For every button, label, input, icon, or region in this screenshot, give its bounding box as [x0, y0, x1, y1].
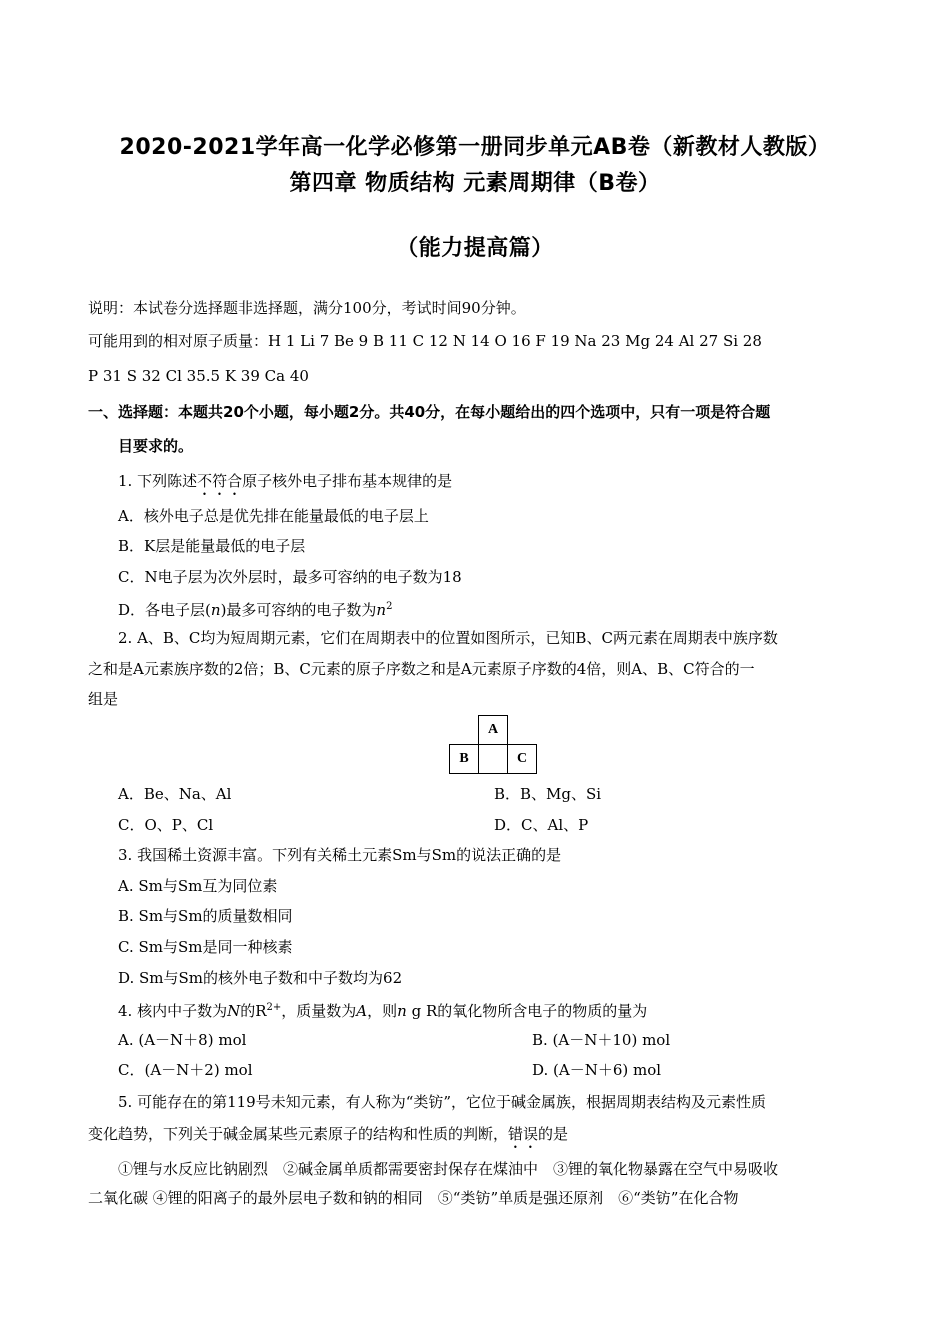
question-3-stem: 3. 我国稀土资源丰富。下列有关稀土元素Sm与Sm的说法正确的是 [118, 846, 562, 864]
cell-empty [478, 744, 508, 774]
question-5-stem-line-2: 变化趋势，下列关于碱金属某些元素原子的结构和性质的判断，错误的是 [88, 1125, 569, 1143]
question-5-statements-line-1: ①锂与水反应比钠剧烈 ②碱金属单质都需要密封保存在煤油中 ③锂的氧化物暴露在空气中易吸收 [118, 1160, 779, 1178]
cell-b: B [449, 744, 479, 774]
cell-a: A [478, 715, 508, 745]
question-1-option-c: C．N电子层为次外层时，最多可容纳的电子数为18 [118, 568, 462, 586]
question-2-option-b: B．B、Mg、Si [494, 785, 602, 803]
section-heading-cont: 目要求的。 [118, 437, 194, 455]
document-title: 2020-2021学年高一化学必修第一册同步单元AB卷（新教材人教版） [119, 135, 831, 160]
question-3-option-b: B. Sm与Sm的质量数相同 [118, 907, 293, 925]
question-2-option-c: C．O、P、Cl [118, 816, 214, 834]
question-1-option-d: D．各电子层(n)最多可容纳的电子数为$n^2$ [118, 601, 393, 619]
question-4-option-b: B. (A－N＋10) mol [532, 1031, 671, 1049]
question-4-option-a: A. (A－N＋8) mol [118, 1031, 247, 1049]
question-2-stem-line-3: 组是 [88, 690, 119, 708]
exam-note: 说明：本试卷分选择题非选择题，满分100分，考试时间90分钟。 [88, 299, 526, 317]
question-3-option-c: C. Sm与Sm是同一种核素 [118, 938, 293, 956]
question-4-option-c: C．(A－N＋2) mol [118, 1061, 253, 1079]
periodic-table-figure [449, 715, 536, 773]
atomic-masses-line-2: P 31 S 32 Cl 35.5 K 39 Ca 40 [88, 367, 309, 385]
question-4-option-d: D. (A－N＋6) mol [532, 1061, 662, 1079]
question-1-stem: 1. 下列陈述不符合原子核外电子排布基本规律的是 [118, 472, 453, 490]
emphasis-text: 错误 [508, 1125, 539, 1143]
question-3-option-d: D. Sm与Sm的核外电子数和中子数均为62 [118, 969, 403, 987]
question-2-stem-line-2: 之和是A元素族序数的2倍；B、C元素的原子序数之和是A元素原子序数的4倍，则A、B、C符合的一 [88, 660, 755, 678]
subtitle: （能力提高篇） [396, 236, 554, 261]
question-4-stem: 4. 核内中子数为N的$R^{2+}$，质量数为A，则n g R的氧化物所含电子的物质的量为 [118, 1002, 648, 1020]
question-3-option-a: A. Sm与Sm互为同位素 [118, 877, 278, 895]
section-heading: 一、选择题：本题共20个小题，每小题2分。共40分，在每小题给出的四个选项中，只有一项是符合题 [88, 403, 771, 421]
chapter-title: 第四章 物质结构 元素周期律（B卷） [289, 171, 661, 196]
question-2-option-a: A．Be、Na、Al [118, 785, 232, 803]
question-2-stem-line-1: 2. A、B、C均为短周期元素，它们在周期表中的位置如图所示，已知B、C两元素在周期表中族序数 [118, 629, 778, 647]
question-1-option-b: B．K层是能量最低的电子层 [118, 537, 306, 555]
atomic-masses-line-1: 可能用到的相对原子质量：H 1 Li 7 Be 9 B 11 C 12 N 14 O 16 F 19 Na 23 Mg 24 Al 27 Si 28 [88, 332, 762, 350]
cell-c: C [507, 744, 537, 774]
question-2-option-d: D．C、Al、P [494, 816, 589, 834]
emphasis-text: 不符合 [197, 472, 243, 490]
question-5-stem-line-1: 5. 可能存在的第119号未知元素，有人称为“类钫”，它位于碱金属族，根据周期表结构及元素性质 [118, 1093, 767, 1111]
question-1-option-a: A．核外电子总是优先排在能量最低的电子层上 [118, 507, 429, 525]
question-5-statements-line-2: 二氧化碳 ④锂的阳离子的最外层电子数和钠的相同 ⑤“类钫”单质是强还原剂 ⑥“类钫”在化合物 [88, 1189, 739, 1207]
